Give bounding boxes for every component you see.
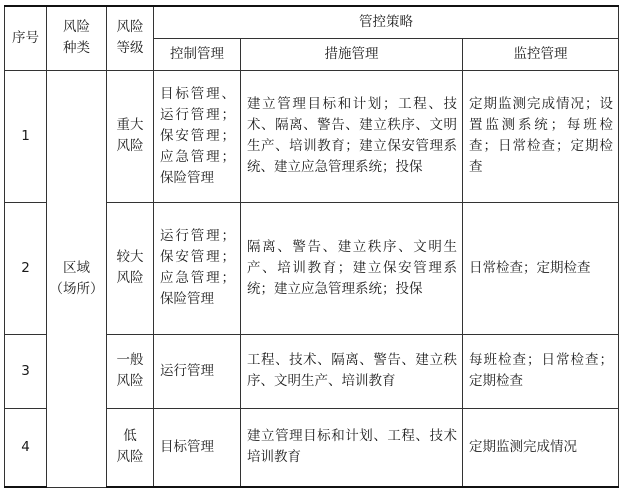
- risk-control-table: [4, 5, 619, 488]
- row-monitoring: 日常检查；定期检查: [463, 202, 619, 334]
- row-measures: 建立管理目标和计划、工程、技术培训教育: [241, 408, 463, 487]
- row-measures: 工程、技术、隔离、警告、建立秩序、文明生产、培训教育: [241, 334, 463, 408]
- row-control: 目标管理: [154, 408, 241, 487]
- header-risk-level: 风险 等级: [107, 6, 154, 70]
- header-measures: 措施管理: [241, 38, 463, 70]
- row-monitoring: 定期监测完成情况；设置监测系统；每班检查；日常检查；定期检查: [463, 70, 619, 202]
- row-measures: 建立管理目标和计划；工程、技术、隔离、警告、建立秩序、文明生产、培训教育；建立保安管理系统、建立应急管理系统；投保: [241, 70, 463, 202]
- header-control: 控制管理: [154, 38, 241, 70]
- row-level: 一般 风险: [107, 334, 154, 408]
- row-control: 运行管理；保安管理；应急管理；保险管理: [154, 202, 241, 334]
- header-seq: 序号: [5, 6, 47, 70]
- row-measures: 隔离、警告、建立秩序、文明生产、培训教育；建立保安管理系统；建立应急管理系统；投保: [241, 202, 463, 334]
- risk-type-region: 区域 （场所）: [47, 70, 107, 487]
- row-seq: 4: [5, 408, 47, 487]
- header-strategy: 管控策略: [154, 6, 619, 38]
- header-risk-type: 风险 种类: [47, 6, 107, 70]
- row-control: 目标管理、运行管理；保安管理；应急管理；保险管理: [154, 70, 241, 202]
- row-level: 较大 风险: [107, 202, 154, 334]
- header-monitoring: 监控管理: [463, 38, 619, 70]
- row-level: 低 风险: [107, 408, 154, 487]
- row-control: 运行管理: [154, 334, 241, 408]
- row-level: 重大 风险: [107, 70, 154, 202]
- row-seq: 3: [5, 334, 47, 408]
- row-monitoring: 每班检查；日常检查；定期检查: [463, 334, 619, 408]
- row-seq: 2: [5, 202, 47, 334]
- row-monitoring: 定期监测完成情况: [463, 408, 619, 487]
- table-row: [5, 70, 619, 202]
- row-seq: 1: [5, 70, 47, 202]
